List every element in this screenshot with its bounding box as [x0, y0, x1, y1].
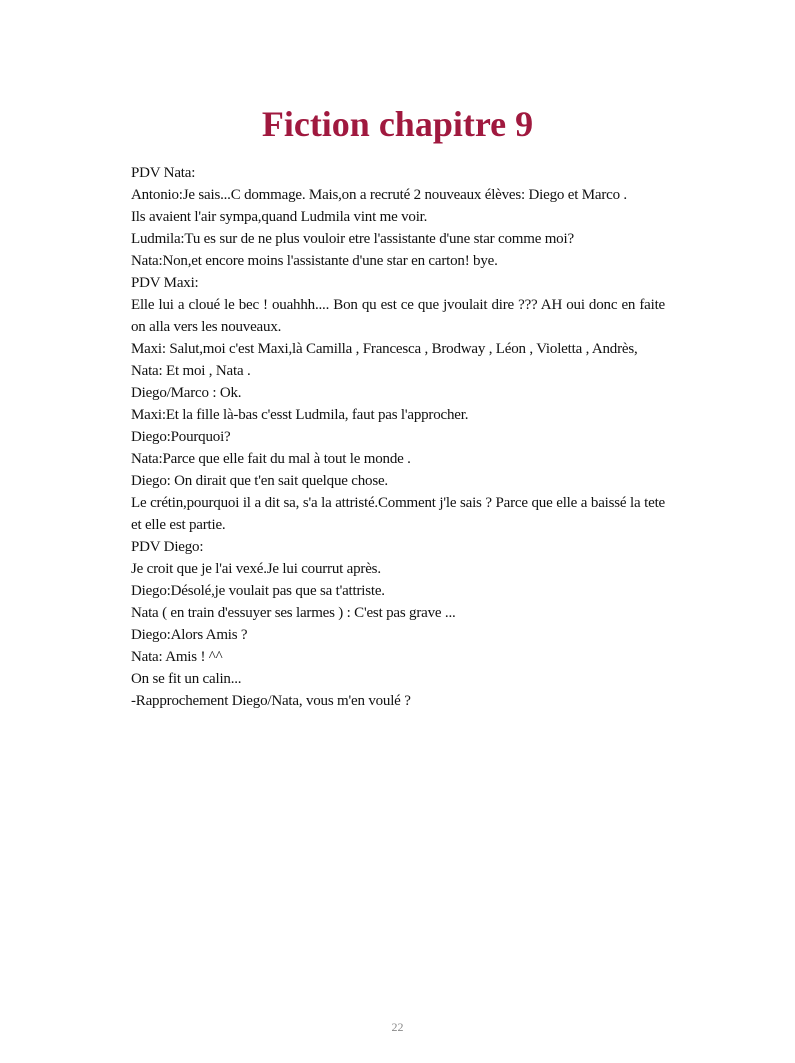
text-line: Le crétin,pourquoi il a dit sa, s'a la attristé.Comment j'le sais ? Parce que elle a baissé la tete et elle est partie. [131, 495, 665, 533]
text-line: Antonio:Je sais...C dommage. Mais,on a recruté 2 nouveaux élèves: Diego et Marco . [131, 187, 627, 203]
text-line: Ils avaient l'air sympa,quand Ludmila vint me voir. [131, 209, 428, 225]
story-text [131, 162, 665, 712]
text-line: Nata: Amis ! ^^ [131, 649, 223, 665]
text-line: Nata:Parce que elle fait du mal à tout le monde . [131, 451, 411, 467]
text-line: Diego: On dirait que t'en sait quelque chose. [131, 473, 388, 489]
text-line: Diego/Marco : Ok. [131, 385, 242, 401]
page-number: 22 [391, 1020, 404, 1034]
page-title: Fiction chapitre 9 [261, 104, 534, 144]
text-line: Ludmila:Tu es sur de ne plus vouloir etre l'assistante d'une star comme moi? [131, 231, 574, 247]
text-line: Maxi:Et la fille là-bas c'esst Ludmila, faut pas l'approcher. [131, 407, 469, 423]
text-line: Diego:Alors Amis ? [131, 627, 248, 643]
text-line: PDV Diego: [131, 539, 204, 555]
text-line: On se fit un calin... [131, 671, 242, 687]
text-line: PDV Maxi: [131, 275, 199, 291]
text-line: Nata ( en train d'essuyer ses larmes ) : C'est pas grave ... [131, 605, 456, 621]
text-line: Je croit que je l'ai vexé.Je lui courrut après. [131, 561, 381, 577]
text-line: -Rapprochement Diego/Nata, vous m'en voulé ? [131, 693, 411, 709]
text-line: Maxi: Salut,moi c'est Maxi,là Camilla , Francesca , Brodway , Léon , Violetta , Andrès, [131, 341, 638, 357]
text-line: PDV Nata: [131, 165, 196, 181]
text-line: Nata: Et moi , Nata . [131, 363, 251, 379]
text-line: Nata:Non,et encore moins l'assistante d'une star en carton! bye. [131, 253, 498, 269]
text-line: Elle lui a cloué le bec ! ouahhh.... Bon qu est ce que jvoulait dire ??? AH oui donc en faite on alla vers les nouveaux. [131, 297, 665, 335]
text-line: Diego:Pourquoi? [131, 429, 231, 445]
text-line: Diego:Désolé,je voulait pas que sa t'attriste. [131, 583, 385, 599]
